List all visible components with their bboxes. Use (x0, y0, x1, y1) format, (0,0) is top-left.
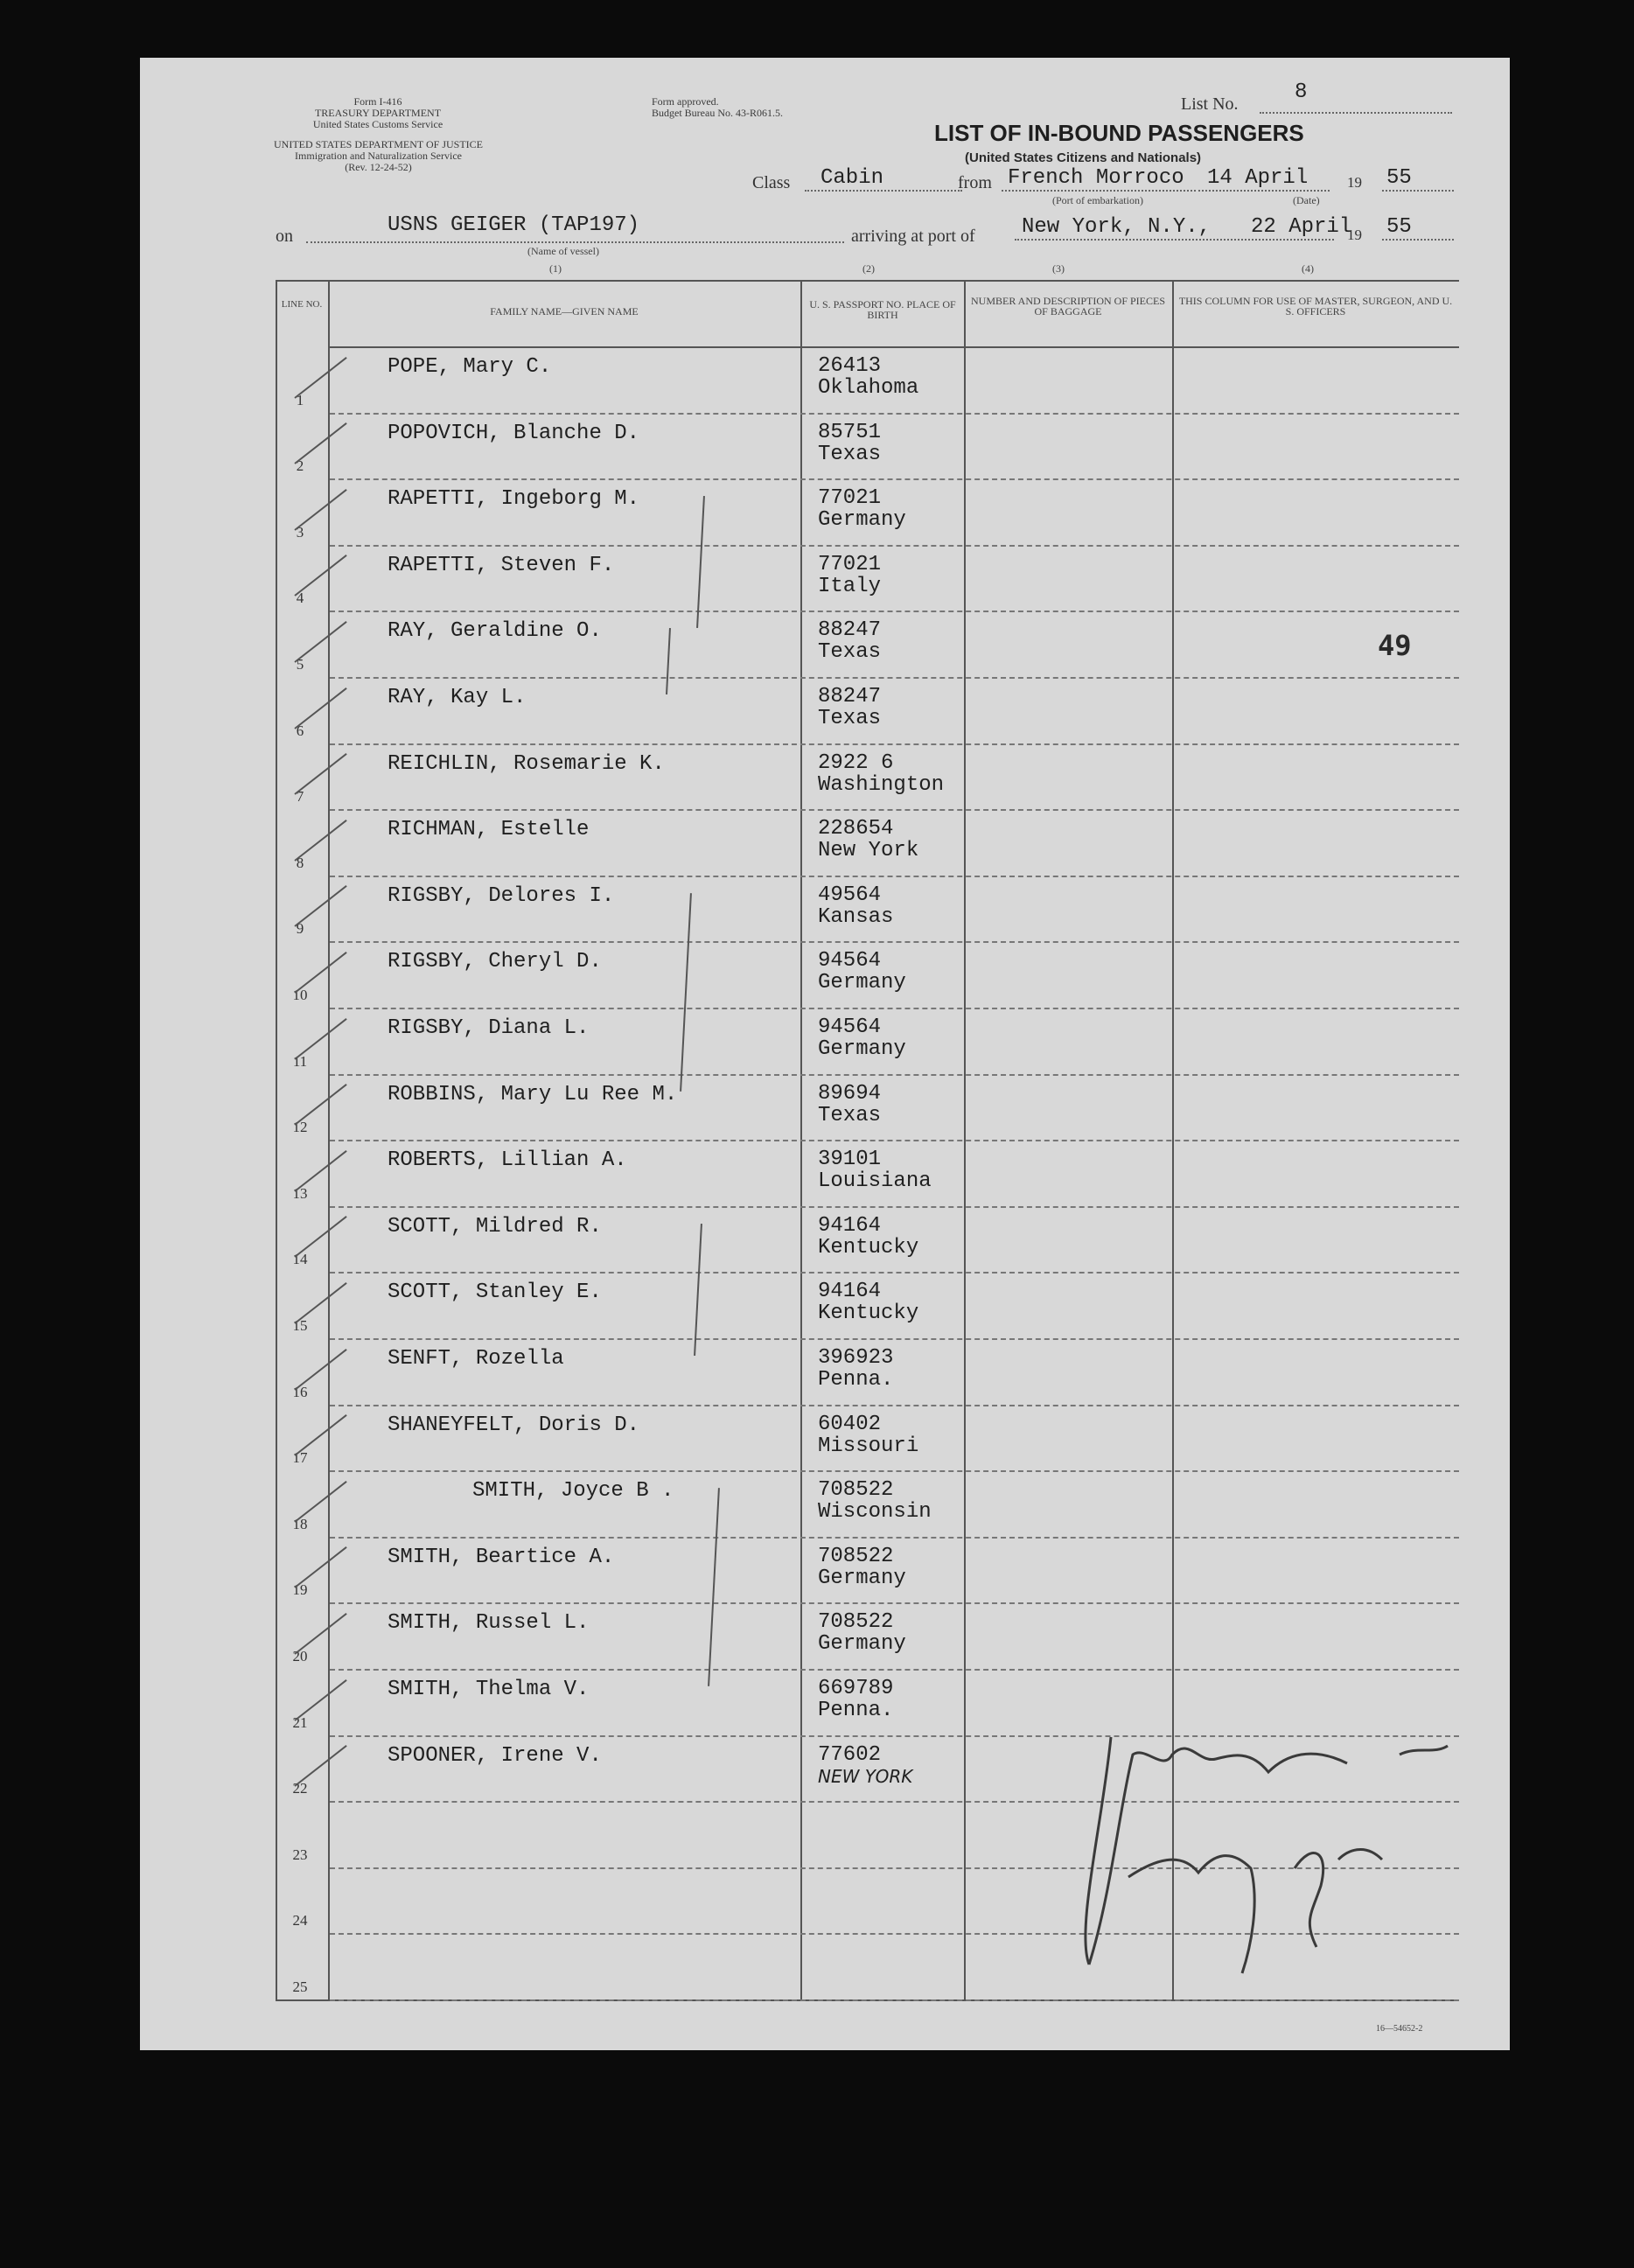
passport-number: 77602 (818, 1742, 882, 1767)
passport-number: 94564 (818, 949, 882, 973)
line-number: 4 (296, 590, 304, 607)
passenger-name: ROBBINS, Mary Lu Ree M. (388, 1082, 678, 1106)
line-number: 14 (292, 1251, 308, 1268)
check-mark (294, 753, 346, 795)
check-mark (294, 1084, 346, 1126)
check-mark (294, 1679, 346, 1721)
passenger-name: SMITH, Joyce B . (472, 1479, 674, 1504)
form-header-left (264, 96, 492, 130)
birthplace: New York (818, 839, 919, 863)
col-num-4: (4) (1302, 262, 1314, 275)
birthplace: Kentucky (818, 1235, 919, 1260)
table-row (276, 1338, 1459, 1405)
table-row (276, 743, 1459, 810)
check-mark (294, 1282, 346, 1324)
passenger-name: POPE, Mary C. (388, 355, 552, 379)
table-row (276, 1272, 1459, 1338)
arrival-line (1015, 239, 1334, 241)
line-number: 1 (296, 391, 304, 408)
class-label: Class (752, 173, 791, 192)
table-row (276, 1405, 1459, 1471)
passport-number: 94564 (818, 1015, 882, 1039)
birthplace: Wisconsin (818, 1500, 932, 1525)
passport-number: 39101 (818, 1148, 882, 1172)
col-header-name: FAMILY NAME—GIVEN NAME (490, 305, 639, 318)
table-row (276, 545, 1459, 611)
line-number: 12 (292, 1119, 308, 1136)
passport-number: 708522 (818, 1544, 894, 1568)
passport-number: 77021 (818, 552, 882, 576)
line-number: 11 (292, 1052, 308, 1070)
from-label: from (958, 173, 992, 192)
birthplace: Kansas (818, 904, 894, 929)
birthplace: Germany (818, 1037, 906, 1061)
table-row (276, 1008, 1459, 1074)
passenger-name: RIGSBY, Delores I. (388, 883, 615, 908)
passport-number: 396923 (818, 1346, 894, 1370)
birthplace: Texas (818, 707, 882, 730)
list-no-value: 8 (1295, 80, 1308, 104)
class-value: Cabin (820, 166, 884, 190)
line-number: 13 (292, 1184, 308, 1202)
table-row (276, 413, 1459, 479)
check-mark (294, 1613, 346, 1655)
passenger-name: REICHLIN, Rosemarie K. (388, 751, 665, 776)
check-mark (294, 357, 346, 399)
from-line (1002, 190, 1196, 192)
check-mark (294, 1150, 346, 1192)
check-mark (294, 687, 346, 729)
passenger-name: SCOTT, Mildred R. (388, 1214, 602, 1239)
birthplace: Louisiana (818, 1169, 932, 1194)
page-subtitle: (United States Citizens and Nationals) (965, 150, 1202, 165)
check-mark (294, 1018, 346, 1060)
embark-year-line (1382, 190, 1454, 192)
date-caption: (Date) (1293, 194, 1320, 206)
vessel-caption: (Name of vessel) (527, 245, 599, 257)
form-number: Form I-416 (353, 95, 402, 108)
line-number: 9 (296, 920, 304, 938)
passenger-name: SMITH, Thelma V. (388, 1678, 590, 1701)
table-row (276, 611, 1459, 677)
passport-number: 26413 (818, 354, 882, 378)
document-page (140, 58, 1510, 2050)
passenger-name: SMITH, Beartice A. (388, 1545, 615, 1569)
line-number: 22 (292, 1780, 308, 1797)
on-label: on (276, 227, 293, 246)
table-row (276, 809, 1459, 876)
line-number: 20 (292, 1647, 308, 1664)
arrival-date: 22 April (1251, 215, 1352, 239)
check-mark (294, 952, 346, 994)
col-header-line: LINE NO. (281, 299, 323, 310)
class-line (805, 190, 962, 192)
passenger-name: RAY, Kay L. (388, 686, 527, 709)
passport-number: 2922 6 (818, 750, 894, 775)
list-no-line (1260, 112, 1452, 114)
check-mark (294, 555, 346, 597)
year-prefix-2: 19 (1347, 227, 1362, 243)
table-row (276, 1602, 1459, 1669)
passenger-name: SMITH, Russel L. (388, 1611, 590, 1636)
birthplace: Texas (818, 1103, 882, 1127)
line-number: 16 (292, 1383, 308, 1400)
check-mark (294, 1414, 346, 1456)
passenger-name: SENFT, Rozella (388, 1347, 564, 1371)
table-row (276, 1074, 1459, 1141)
birthplace: Italy (818, 574, 882, 598)
passenger-name: RIGSBY, Diana L. (388, 1016, 590, 1040)
col-num-2: (2) (862, 262, 875, 275)
list-no-label: List No. (1181, 94, 1239, 114)
line-number: 23 (292, 1846, 308, 1863)
col-header-baggage: NUMBER AND DESCRIPTION OF PIECES OF BAGGAGE (970, 295, 1166, 318)
passport-number: 49564 (818, 883, 882, 907)
check-mark (294, 885, 346, 927)
vessel-line (306, 241, 844, 243)
passenger-name: RAY, Geraldine O. (388, 619, 602, 644)
birthplace: Washington (818, 772, 945, 797)
embark-date-line (1198, 190, 1330, 192)
birthplace: Kentucky (818, 1301, 919, 1326)
arriving-label: arriving at port of (851, 227, 975, 246)
table-row (276, 876, 1459, 942)
annotation-number: 49 (1378, 629, 1412, 662)
table-row (276, 677, 1459, 743)
passport-number: 88247 (818, 618, 882, 643)
check-mark (294, 1216, 346, 1258)
arrival-port: New York, N.Y., (1022, 215, 1212, 239)
line-number: 3 (296, 523, 304, 541)
check-mark (294, 1546, 346, 1588)
line-number: 2 (296, 457, 304, 475)
arrival-year-line (1382, 239, 1454, 241)
from-value: French Morroco (1008, 166, 1184, 190)
passenger-name: POPOVICH, Blanche D. (388, 421, 640, 445)
row-divider (330, 1999, 1459, 2001)
embark-date: 14 April (1207, 166, 1309, 190)
passenger-name: SCOTT, Stanley E. (388, 1281, 602, 1305)
birthplace: Penna. (818, 1699, 894, 1722)
ins-service: Immigration and Naturalization Service (295, 150, 462, 162)
birthplace: Germany (818, 508, 906, 533)
embark-year: 55 (1386, 166, 1412, 190)
budget-bureau: Budget Bureau No. 43-R061.5. (652, 107, 783, 119)
passport-number: 88247 (818, 685, 882, 708)
table-row (276, 346, 1459, 413)
passport-number: 228654 (818, 817, 894, 841)
passport-number: 708522 (818, 1610, 894, 1635)
check-mark (294, 489, 346, 531)
passport-number: 94164 (818, 1280, 882, 1304)
passenger-name: RAPETTI, Ingeborg M. (388, 487, 640, 512)
col-header-officers: THIS COLUMN FOR USE OF MASTER, SURGEON, AND U. S. OFFICERS (1178, 295, 1453, 318)
vessel-name: USNS GEIGER (TAP197) (388, 213, 640, 237)
form-approved: Form approved. Budget Bureau No. 43-R061.5. (652, 95, 783, 119)
line-number: 18 (292, 1515, 308, 1532)
line-number: 8 (296, 854, 304, 871)
passenger-name: SHANEYFELT, Doris D. (388, 1413, 640, 1437)
passenger-name: RIGSBY, Cheryl D. (388, 950, 602, 974)
table-row (276, 1140, 1459, 1206)
passenger-name: ROBERTS, Lillian A. (388, 1148, 627, 1173)
table-top-border (276, 280, 1459, 282)
arrival-year: 55 (1386, 215, 1412, 239)
line-number: 21 (292, 1713, 308, 1731)
passport-number: 85751 (818, 420, 882, 444)
check-mark (294, 621, 346, 663)
officer-signature (1050, 1720, 1470, 1982)
line-number: 7 (296, 788, 304, 806)
col-header-passport: U. S. PASSPORT NO. PLACE OF BIRTH (809, 298, 956, 321)
passenger-name: RICHMAN, Estelle (388, 818, 590, 842)
birthplace: Germany (818, 1632, 906, 1657)
table-row (276, 1537, 1459, 1603)
footer-code: 16—54652-2 (1376, 2024, 1423, 2034)
check-mark (294, 1745, 346, 1787)
table-row (276, 1206, 1459, 1273)
passenger-name: RAPETTI, Steven F. (388, 553, 615, 577)
line-number: 5 (296, 655, 304, 673)
table-row (276, 478, 1459, 545)
birthplace: Texas (818, 442, 882, 466)
justice-dept: UNITED STATES DEPARTMENT OF JUSTICE (273, 138, 483, 150)
col-num-1: (1) (549, 262, 562, 275)
check-mark (294, 820, 346, 862)
check-mark (294, 1349, 346, 1391)
birthplace: Penna. (818, 1368, 894, 1392)
line-number: 10 (292, 986, 308, 1003)
treasury-dept: TREASURY DEPARTMENT (314, 107, 442, 119)
check-mark (294, 1481, 346, 1523)
passenger-name: SPOONER, Irene V. (388, 1743, 602, 1768)
birthplace: Germany (818, 971, 906, 995)
passport-number: 708522 (818, 1478, 894, 1503)
port-embark-caption: (Port of embarkation) (1052, 194, 1143, 206)
justice-header (267, 139, 490, 173)
page-title: LIST OF IN-BOUND PASSENGERS (934, 120, 1304, 146)
table-row (276, 941, 1459, 1008)
birthplace: Missouri (818, 1434, 919, 1458)
line-number: 24 (292, 1912, 308, 1930)
passport-number: 77021 (818, 486, 882, 511)
line-number: 17 (292, 1449, 308, 1467)
passport-number: 669789 (818, 1677, 894, 1700)
table-row (276, 1470, 1459, 1537)
line-number: 25 (292, 1978, 308, 1995)
check-mark (294, 422, 346, 464)
passport-number: 60402 (818, 1412, 882, 1436)
passport-number: 89694 (818, 1081, 882, 1106)
passport-number: 94164 (818, 1213, 882, 1238)
birthplace: Germany (818, 1566, 906, 1590)
birthplace: NEW YORK (818, 1765, 913, 1787)
year-prefix-1: 19 (1347, 174, 1362, 191)
revision-date: (Rev. 12-24-52) (345, 161, 412, 173)
birthplace: Texas (818, 640, 882, 665)
line-number: 6 (296, 722, 304, 739)
birthplace: Oklahoma (818, 376, 919, 400)
col-num-3: (3) (1052, 262, 1065, 275)
line-number: 15 (292, 1316, 308, 1334)
line-number: 19 (292, 1581, 308, 1599)
customs-service: United States Customs Service (312, 118, 443, 130)
